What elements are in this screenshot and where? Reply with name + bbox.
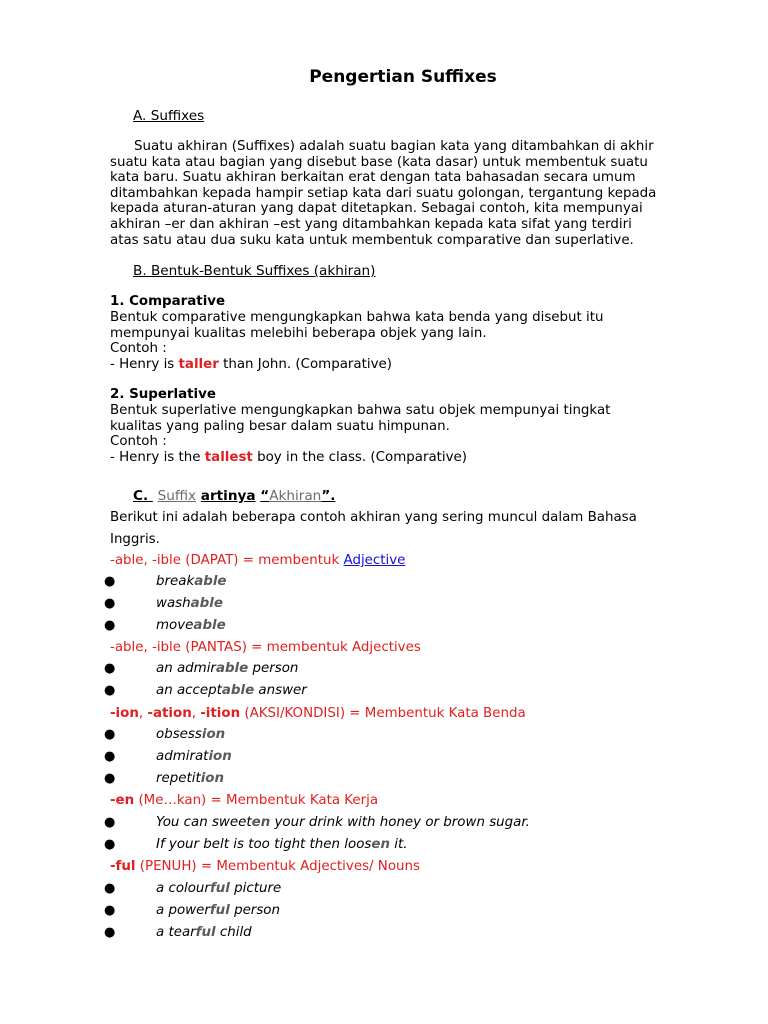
bullet-icon: ● xyxy=(104,661,116,676)
list-item xyxy=(156,749,232,764)
text-fragment: it. xyxy=(390,837,408,852)
suffix-highlight: ion xyxy=(208,749,232,764)
text-fragment: You can sweet xyxy=(156,815,252,830)
group-ion-label xyxy=(110,706,526,722)
suffix-highlight: en xyxy=(371,837,390,852)
text-fragment: a power xyxy=(156,903,210,918)
bullet-icon: ● xyxy=(104,815,116,830)
suffix-highlight: able xyxy=(221,683,255,698)
suffix-highlight: -ation xyxy=(147,706,192,721)
text-fragment: person xyxy=(248,661,299,676)
text-fragment: repetit xyxy=(156,771,201,786)
text-fragment: wash xyxy=(156,596,191,611)
text-fragment: (PENUH) = Membentuk Adjectives/ Nouns xyxy=(135,859,420,874)
text-fragment: picture xyxy=(229,881,282,896)
text-fragment: person xyxy=(229,903,280,918)
suffix-highlight: ful xyxy=(195,925,216,940)
list-item xyxy=(156,574,227,589)
suffix-highlight: able xyxy=(193,618,226,633)
text-fragment: - Henry is the xyxy=(110,449,205,465)
section-c-heading: C. Suffix artinya “Akhiran”. xyxy=(133,488,336,504)
text-fragment: than John. (Comparative) xyxy=(218,356,393,372)
bullet-icon: ● xyxy=(104,837,116,852)
list-item xyxy=(156,683,307,698)
text-fragment: tallest xyxy=(204,449,253,465)
suffix-highlight: -ion xyxy=(110,706,139,721)
text-fragment: admirat xyxy=(156,749,209,764)
text-fragment: break xyxy=(156,574,195,589)
bullet-icon: ● xyxy=(104,618,116,633)
suffix-highlight: ful xyxy=(209,881,230,896)
bullet-icon: ● xyxy=(104,903,116,918)
text-fragment: - Henry is xyxy=(110,356,179,372)
bullet-icon: ● xyxy=(104,771,116,786)
comparative-title: 1. Comparative xyxy=(110,294,226,309)
list-item xyxy=(156,881,281,896)
bullet-icon: ● xyxy=(104,727,116,742)
text-fragment: obsess xyxy=(156,727,202,742)
list-item xyxy=(156,925,252,940)
bullet-icon: ● xyxy=(104,683,116,698)
text-fragment: -able, -ible (DAPAT) = membentuk xyxy=(110,553,344,568)
section-b-heading: B. Bentuk-Bentuk Suffixes (akhiran) xyxy=(133,263,376,279)
bullet-icon: ● xyxy=(104,881,116,896)
superlative-example xyxy=(110,450,610,466)
suffix-highlight: -en xyxy=(110,793,135,808)
text-fragment: your drink with honey or brown sugar. xyxy=(270,815,530,830)
group-able-pantas-label: -able, -ible (PANTAS) = membentuk Adjectives xyxy=(110,640,421,655)
text-fragment: a colour xyxy=(156,881,210,896)
suffix-highlight: ful xyxy=(209,903,230,918)
text-fragment: taller xyxy=(178,356,219,372)
text-fragment: boy in the class. (Comparative) xyxy=(252,449,468,465)
group-able-dapat-label xyxy=(110,553,405,569)
suffix-highlight: en xyxy=(251,815,271,830)
adjective-link[interactable]: Adjective xyxy=(343,553,406,568)
bullet-icon: ● xyxy=(104,925,116,940)
group-en-label xyxy=(110,793,378,809)
text-fragment: (AKSI/KONDISI) = Membentuk Kata Benda xyxy=(240,706,526,721)
document-title: Pengertian Suffixes xyxy=(309,67,497,87)
superlative-title: 2. Superlative xyxy=(110,387,216,402)
list-item xyxy=(156,618,226,633)
text-fragment: (Me…kan) = Membentuk Kata Kerja xyxy=(134,793,379,808)
text-fragment: If your belt is too tight then loos xyxy=(156,837,372,852)
text-fragment: , xyxy=(138,706,148,721)
suffix-highlight: able xyxy=(190,596,223,611)
list-item xyxy=(156,661,298,676)
text-fragment: child xyxy=(215,925,252,940)
text-fragment: an accept xyxy=(156,683,222,698)
text-fragment: move xyxy=(156,618,194,633)
suffix-highlight: -ful xyxy=(110,859,136,874)
bullet-icon: ● xyxy=(104,574,116,589)
suffix-highlight: -ition xyxy=(200,706,241,721)
text-fragment: , xyxy=(191,706,201,721)
section-a-heading: A. Suffixes xyxy=(133,108,205,124)
list-item xyxy=(156,596,223,611)
section-a-paragraph: Suatu akhiran (Suffixes) adalah suatu bagian kata yang ditambahkan di akhir suatu kata atau bagian yang disebut base (kata dasar) untuk membentuk suatu kata baru. Suatu akhiran berkaitan erat dengan tata bahasadan secara umum ditambahkan kepada hampir setiap kata dari suatu golongan, tergantung kepada kepada aturan-aturan yang dapat ditetapkan. Sebagai contoh, kita mempunyai akhiran –er dan akhiran –est yang ditambahkan kepada kata sifat yang terdiri atas satu atau dua suku kata untuk membentuk comparative dan superlative. xyxy=(110,139,657,248)
list-item xyxy=(156,771,224,786)
suffix-highlight: able xyxy=(194,574,227,589)
group-ful-label xyxy=(110,859,420,875)
superlative-description: Bentuk superlative mengungkapkan bahwa satu objek mempunyai tingkat kualitas yang paling besar dalam suatu himpunan. Contoh : - Henry is the tallest boy in the class. (Comparative) xyxy=(110,403,611,465)
list-item xyxy=(156,903,280,918)
comparative-example xyxy=(110,357,604,373)
suffix-highlight: ion xyxy=(201,727,226,742)
bullet-icon: ● xyxy=(104,749,116,764)
text-fragment: an admir xyxy=(156,661,216,676)
bullet-icon: ● xyxy=(104,596,116,611)
text-fragment: a tear xyxy=(156,925,196,940)
list-item xyxy=(156,727,225,742)
section-c-intro: Berikut ini adalah beberapa contoh akhiran yang sering muncul dalam Bahasa Inggris. xyxy=(110,510,637,547)
suffix-highlight: able xyxy=(215,661,249,676)
list-item xyxy=(156,815,530,830)
suffix-highlight: ion xyxy=(200,771,225,786)
text-fragment: answer xyxy=(254,683,307,698)
list-item xyxy=(156,837,407,852)
comparative-description: Bentuk comparative mengungkapkan bahwa kata benda yang disebut itu mempunyai kualitas melebihi beberapa objek yang lain. Contoh : - Henry is taller than John. (Comparative) xyxy=(110,310,604,372)
